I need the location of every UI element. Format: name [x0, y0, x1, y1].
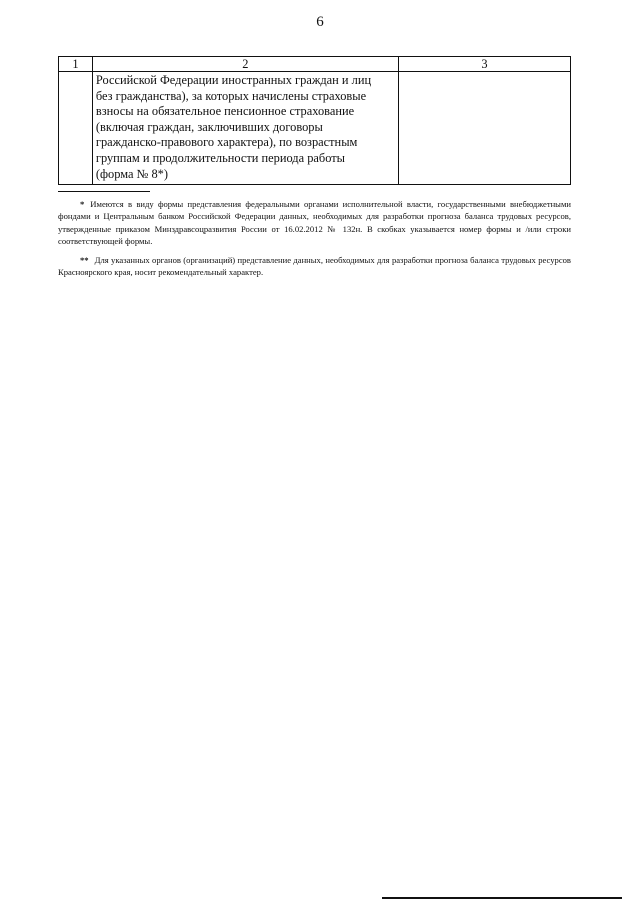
- footnote-1-marker: *: [80, 199, 85, 209]
- form-table: [58, 56, 571, 185]
- column-header-1: 1: [59, 57, 93, 72]
- table-cell-col1: [59, 72, 93, 185]
- cell-col3-text: [399, 72, 570, 75]
- column-header-3: 3: [398, 57, 570, 72]
- column-header-2: 2: [92, 57, 398, 72]
- footnotes: [58, 198, 571, 284]
- footnote-2-text: Для указанных органов (организаций) представление данных, необходимых для разработки прогноза баланса трудовых ресурсов Красноярского края, носит рекомендательный характер.: [58, 254, 571, 278]
- cell-col2-text: Российской Федерации иностранных граждан и лиц без гражданства), за которых начислены страховые взносы на обязательное пенсионное страхование (включая граждан, заключивших договоры гражданско-правового характера), по возрастным группам и продолжительности периода работы (форма № 8*): [95, 73, 372, 181]
- footnote-1: [58, 198, 571, 248]
- page-number: 6: [316, 14, 324, 30]
- table-cell-col2: [92, 72, 398, 185]
- footnote-separator: [58, 191, 150, 192]
- cell-col1-text: [59, 72, 92, 75]
- table-row: [59, 72, 571, 185]
- table-header-row: [59, 57, 571, 72]
- bottom-edge-line: [382, 897, 622, 899]
- footnote-2: [58, 254, 571, 279]
- footnote-1-text: Имеются в виду формы представления федеральными органами исполнительной власти, государственными внебюджетными фондами и Центральным банком Российской Федерации данных, необходимых для разработки прогноза баланса трудовых ресурсов, утвержденные приказом Минздравсоцразвития России от 16.02.2012 № 132н. В скобках указывается номер формы и /или строки соответствующей формы.: [58, 199, 571, 247]
- table-cell-col3: [398, 72, 570, 185]
- footnote-2-marker: **: [80, 254, 89, 265]
